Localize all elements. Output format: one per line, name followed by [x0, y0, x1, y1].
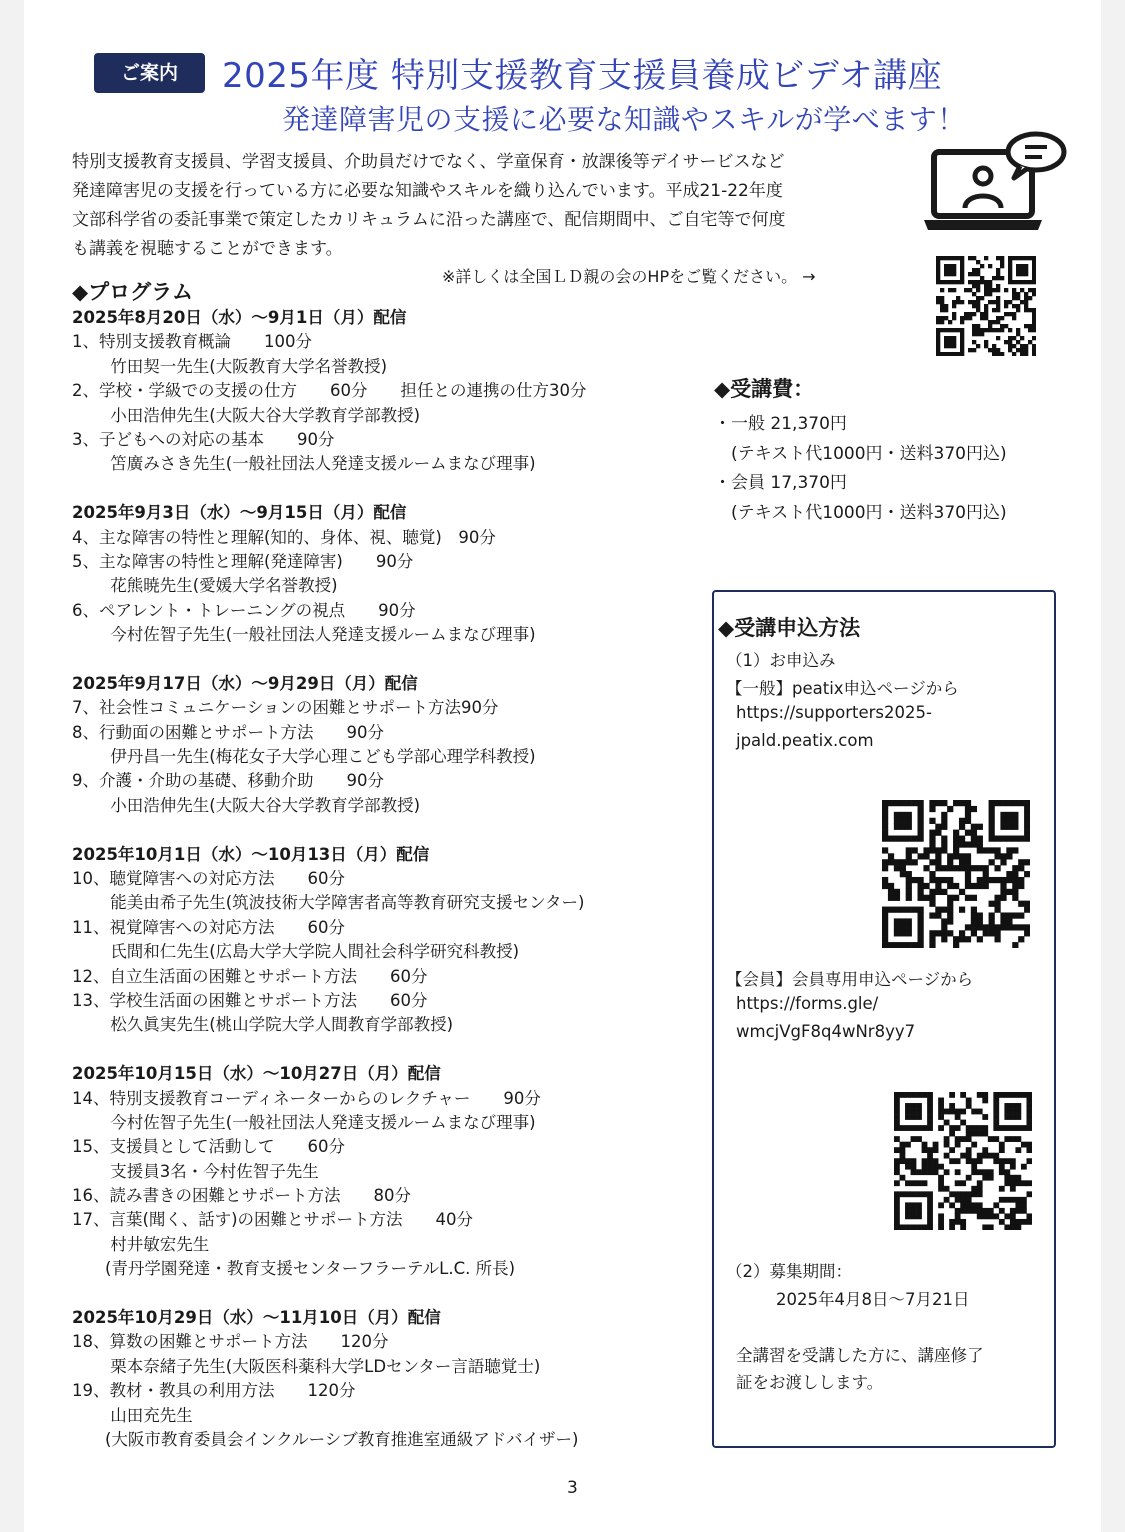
lecture-item: 6、ペアレント・トレーニングの視点 90分 [72, 600, 416, 620]
fees-section [714, 374, 1007, 528]
fee-general: ・一般 21,370円 [714, 414, 847, 434]
page [24, 0, 1101, 1532]
apply-heading: ◆受講申込方法 [718, 616, 861, 640]
certificate-note: 証をお渡しします。 [736, 1373, 884, 1392]
lecture-item: 1、特別支援教育概論 100分 [72, 332, 312, 352]
lecture-item: 16、読み書きの困難とサポート方法 80分 [72, 1186, 411, 1206]
lecturer: 小田浩伸先生(大阪大谷大学教育学部教授) [72, 405, 421, 425]
lecture-item: 10、聴覚障害への対応方法 60分 [72, 868, 345, 888]
lecturer: 山田充先生 [72, 1405, 193, 1425]
delivery-period: 2025年9月17日（水）～9月29日（月）配信 [72, 673, 418, 693]
delivery-period: 2025年9月3日（水）～9月15日（月）配信 [72, 503, 407, 523]
delivery-period: 2025年10月15日（水）～10月27日（月）配信 [72, 1064, 441, 1084]
lecturer: 今村佐智子先生(一般社団法人発達支援ルームまなび理事) [72, 625, 536, 645]
hp-qr-code[interactable] [936, 256, 1036, 356]
spacer [72, 1282, 587, 1306]
lecture-item: 5、主な障害の特性と理解(発達障害) 90分 [72, 551, 414, 571]
program-heading: ◆プログラム [72, 280, 193, 304]
certificate-note: 全講習を受講した方に、講座修了 [736, 1346, 984, 1365]
intro-line: 文部科学省の委託事業で策定したカリキュラムに沿った講座で、配信期間中、ご自宅等で何度 [72, 210, 786, 230]
fees-heading: ◆受講費： [714, 377, 815, 401]
lecture-item: 15、支援員として活動して 60分 [72, 1137, 345, 1157]
apply-step1: （1）お申込み [726, 651, 836, 670]
lecturer: 氏間和仁先生(広島大学大学院人間社会科学研究科教授) [72, 942, 520, 962]
spacer [72, 1038, 587, 1062]
lecture-item: 8、行動面の困難とサポート方法 90分 [72, 722, 384, 742]
intro-line: 特別支援教育支援員、学習支援員、介助員だけでなく、学童保育・放課後等デイサービスなど [72, 152, 785, 172]
lecturer: 笘廣みさき先生(一般社団法人発達支援ルームまなび理事) [72, 454, 536, 474]
hp-note: ※詳しくは全国ＬＤ親の会のHPをご覧ください。 → [442, 267, 816, 286]
member-qr-code[interactable] [894, 1092, 1032, 1230]
spacer [72, 477, 587, 501]
lecturer: 伊丹昌一先生(梅花女子大学心理こども学部心理学科教授) [72, 747, 536, 767]
delivery-period: 2025年10月1日（水）～10月13日（月）配信 [72, 844, 430, 864]
guide-badge: ご案内 [94, 53, 205, 93]
lecture-item: 2、学校・学級での支援の仕方 60分 担任との連携の仕方30分 [72, 381, 587, 401]
application-period: 2025年4月8日～7月21日 [776, 1290, 970, 1309]
page-title: 2025年度 特別支援教育支援員養成ビデオ講座 [222, 56, 943, 96]
fee-general-note: (テキスト代1000円・送料370円込) [714, 443, 1007, 464]
fee-member-note: (テキスト代1000円・送料370円込) [714, 502, 1007, 523]
lecture-item: 11、視覚障害への対応方法 60分 [72, 917, 345, 937]
lecture-item: 12、自立生活面の困難とサポート方法 60分 [72, 966, 428, 986]
online-lecture-icon [920, 130, 1070, 235]
intro-paragraph [72, 148, 912, 264]
lecturer: (大阪市教育委員会インクルーシブ教育推進室通級アドバイザー) [72, 1429, 579, 1449]
lecture-item: 18、算数の困難とサポート方法 120分 [72, 1332, 389, 1352]
lecturer: 栗本奈緒子先生(大阪医科薬科大学LDセンター言語聴覚士) [72, 1356, 541, 1376]
lecturer: 花熊暁先生(愛媛大学名誉教授) [72, 576, 338, 596]
page-number: 3 [567, 1478, 578, 1498]
lecture-item: 14、特別支援教育コーディネーターからのレクチャー 90分 [72, 1088, 541, 1108]
lecture-item: 7、社会性コミュニケーションの困難とサポート方法90分 [72, 698, 499, 718]
intro-line: も講義を視聴することができます。 [72, 239, 343, 259]
lecturer: 今村佐智子先生(一般社団法人発達支援ルームまなび理事) [72, 1112, 536, 1132]
member-url[interactable]: https://forms.gle/ [736, 994, 879, 1013]
lecture-item: 3、子どもへの対応の基本 90分 [72, 429, 335, 449]
lecture-item: 9、介護・介助の基礎、移動介助 90分 [72, 771, 384, 791]
member-url[interactable]: wmcjVgF8q4wNr8yy7 [736, 1022, 916, 1041]
lecturer: 能美由希子先生(筑波技術大学障害者高等教育研究支援センター) [72, 893, 585, 913]
lecturer: 竹田契一先生(大阪教育大学名誉教授) [72, 356, 388, 376]
lecturer: 支援員3名・今村佐智子先生 [72, 1161, 319, 1181]
delivery-period: 2025年8月20日（水）～9月1日（月）配信 [72, 308, 407, 327]
spacer [72, 647, 587, 671]
general-url[interactable]: jpald.peatix.com [736, 731, 874, 750]
apply-step2: （2）募集期間： [726, 1262, 852, 1281]
general-url[interactable]: https://supporters2025- [736, 703, 932, 722]
lecturer: 村井敏宏先生 [72, 1234, 210, 1254]
program-list [72, 306, 587, 1452]
spacer [72, 818, 587, 842]
delivery-period: 2025年10月29日（水）～11月10日（月）配信 [72, 1308, 441, 1328]
intro-line: 発達障害児の支援を行っている方に必要な知識やスキルを織り込んでいます。平成21-22年度 [72, 181, 783, 201]
member-label: 【会員】会員専用申込ページから [726, 970, 974, 989]
lecturer: 松久眞実先生(桃山学院大学人間教育学部教授) [72, 1015, 454, 1035]
fee-member: ・会員 17,370円 [714, 473, 847, 493]
general-label: 【一般】peatix申込ページから [726, 679, 959, 698]
lecturer: 小田浩伸先生(大阪大谷大学教育学部教授) [72, 795, 421, 815]
lecture-item: 13、学校生活面の困難とサポート方法 60分 [72, 990, 428, 1010]
lecturer: (青丹学園発達・教育支援センターフラーテルL.C. 所長) [72, 1259, 516, 1279]
lecture-item: 4、主な障害の特性と理解(知的、身体、視、聴覚) 90分 [72, 527, 496, 547]
lecture-item: 19、教材・教具の利用方法 120分 [72, 1381, 356, 1401]
page-subtitle: 発達障害児の支援に必要な知識やスキルが学べます！ [282, 103, 966, 136]
general-qr-code[interactable] [882, 800, 1030, 948]
lecture-item: 17、言葉(聞く、話す)の困難とサポート方法 40分 [72, 1210, 474, 1230]
